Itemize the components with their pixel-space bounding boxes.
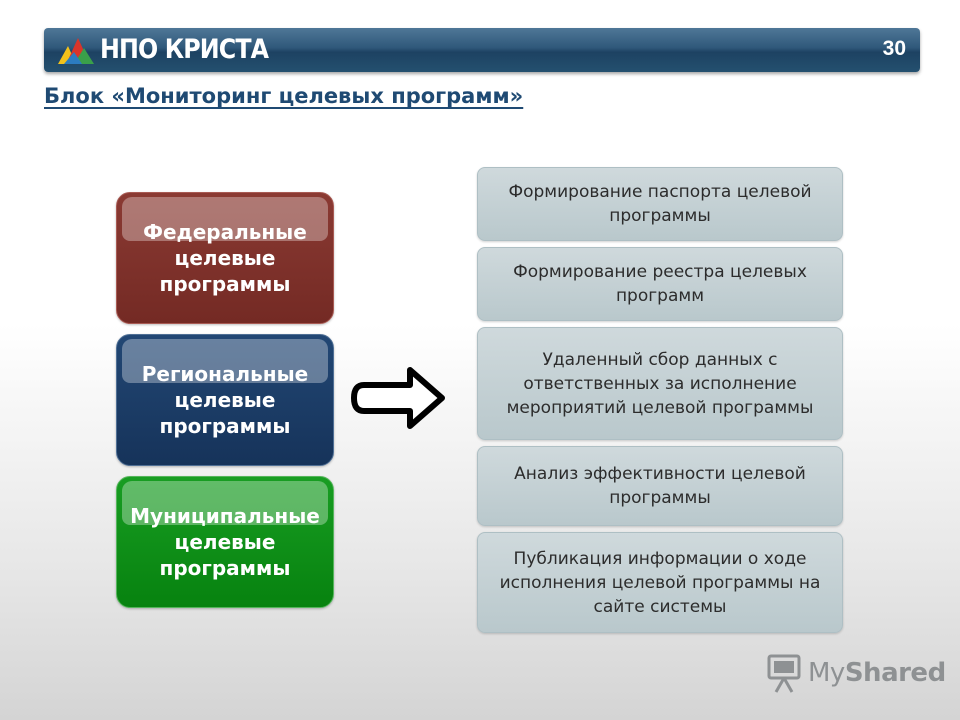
slide-number: 30 xyxy=(882,37,906,60)
projector-icon xyxy=(766,654,804,694)
category-municipal xyxy=(116,476,334,608)
step-efficiency-analysis: Анализ эффективности целевой программы xyxy=(477,446,843,526)
right-arrow-icon xyxy=(350,366,446,430)
category-municipal-label: Муниципальные целевые программы xyxy=(130,504,320,580)
krista-logo-icon xyxy=(54,32,94,68)
step-passport: Формирование паспорта целевой программы xyxy=(477,167,843,241)
page-title: Блок «Мониторинг целевых программ» xyxy=(44,84,524,108)
category-regional-label: Региональные целевые программы xyxy=(141,362,309,438)
category-federal xyxy=(116,192,334,324)
category-regional xyxy=(116,334,334,466)
watermark xyxy=(766,654,946,696)
step-registry: Формирование реестра целевых программ xyxy=(477,247,843,321)
category-federal-label: Федеральные целевые программы xyxy=(143,220,307,296)
watermark-text: MyShared xyxy=(808,658,946,688)
step-publication: Публикация информации о ходе исполнения целевой программы на сайте системы xyxy=(477,532,843,633)
header-bar xyxy=(44,28,920,72)
brand-name: НПО КРИСТА xyxy=(100,34,269,65)
step-remote-collection: Удаленный сбор данных с ответственных за исполнение мероприятий целевой программы xyxy=(477,327,843,440)
